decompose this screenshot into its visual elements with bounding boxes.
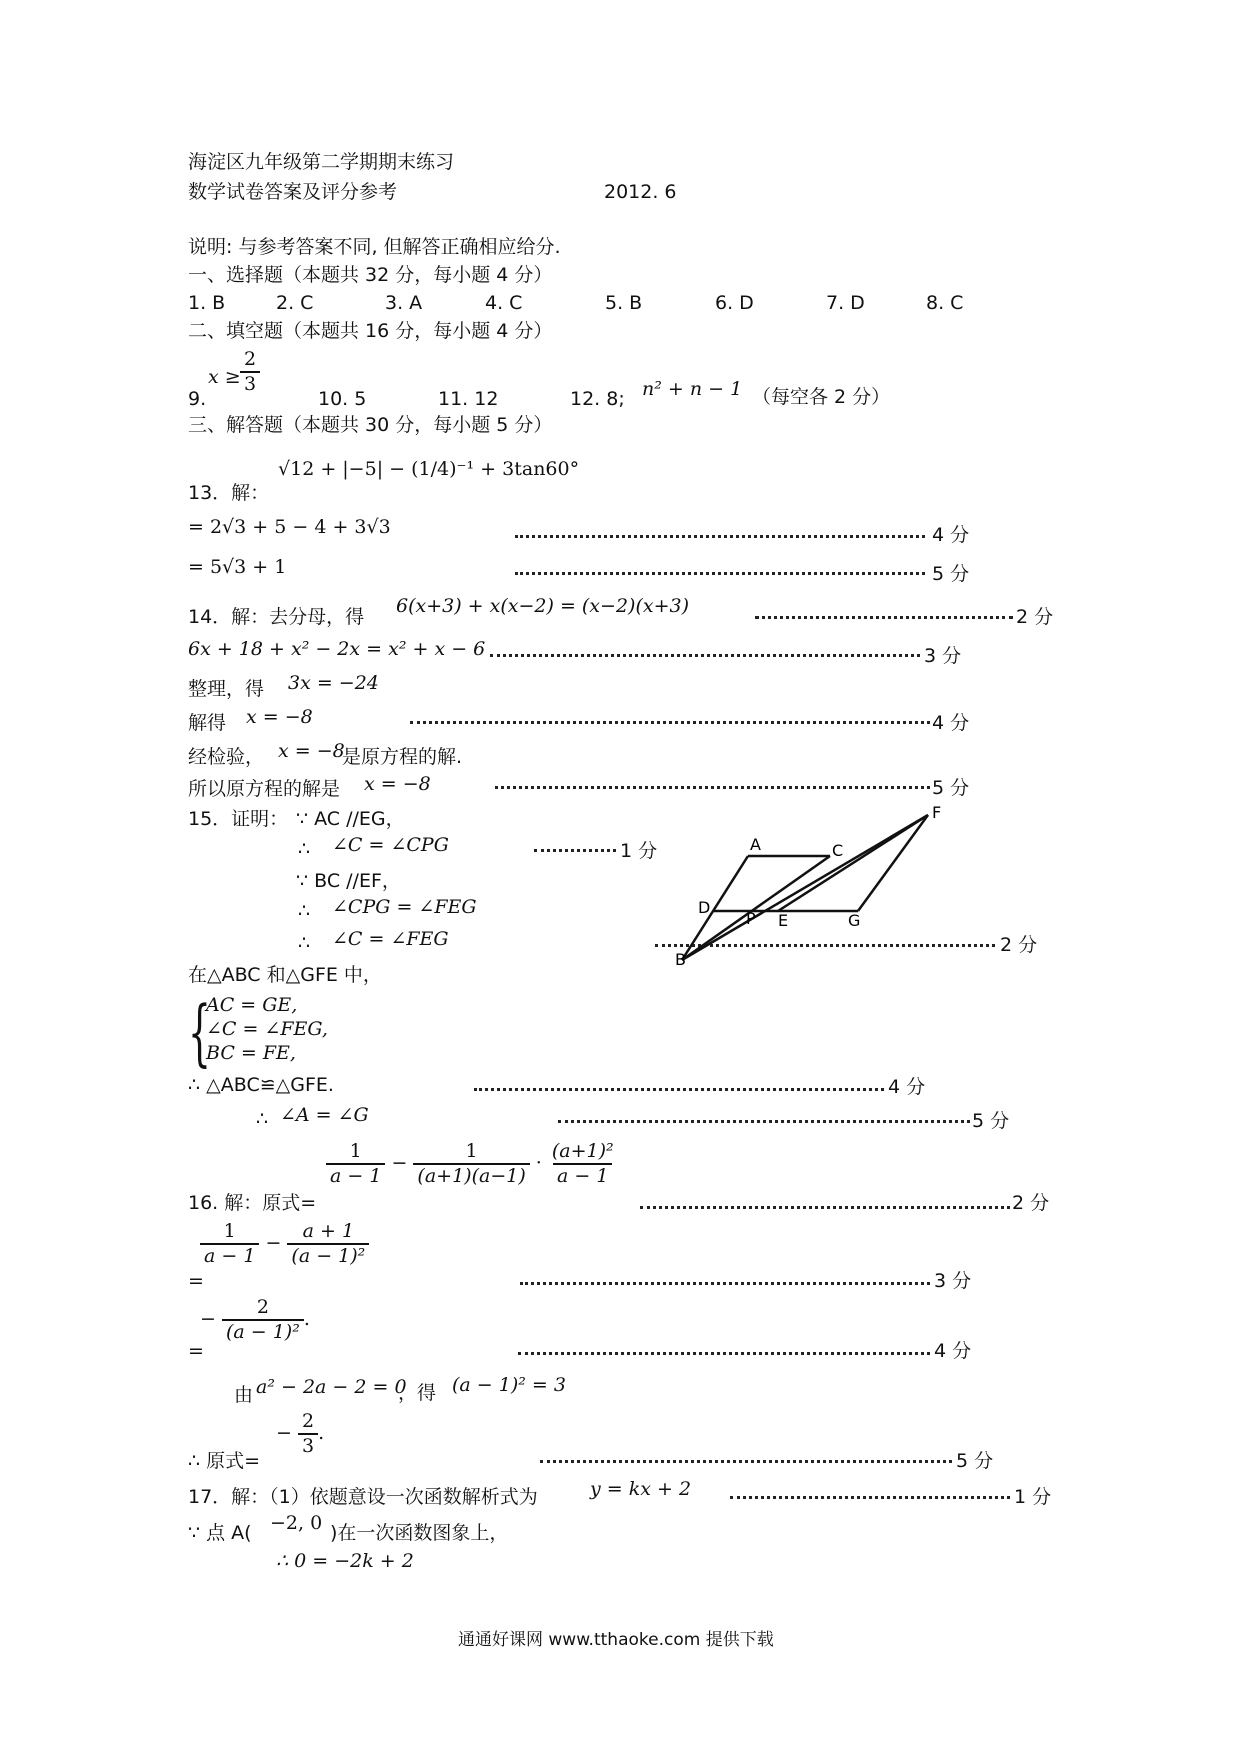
q17-line2-a: ∵ 点 A( (188, 1522, 252, 1544)
doc-date: 2012. 6 (604, 181, 677, 203)
point-label-d: D (698, 898, 711, 917)
point-label-b: B (675, 950, 686, 969)
q16-s3-score: 4 分 (934, 1340, 972, 1362)
therefore-2: ∴ (298, 900, 311, 922)
q17-line1: 17．解：（1）依题意设一次函数解析式为 (188, 1486, 538, 1508)
q14-simplify-label: 整理，得 (188, 678, 265, 700)
answer-1: 1. B (188, 292, 226, 314)
instruction-note: 说明: 与参考答案不同, 但解答正确相应给分. (188, 236, 561, 258)
q16-s1-leader (640, 1206, 1010, 1209)
q15-conclusion-leader (558, 1120, 970, 1123)
q16-r-den: 3 (298, 1433, 318, 1456)
eq-sign-1: = (188, 1270, 204, 1292)
q14-final-label: 所以原方程的解是 (188, 778, 341, 800)
point-label-e: E (778, 911, 789, 930)
q16-g1-num: 1 (223, 1220, 236, 1242)
q15-congr-score: 4 分 (888, 1076, 926, 1098)
q14-eq1-score: 2 分 (1016, 606, 1054, 628)
q15-line2-score: 1 分 (620, 840, 658, 862)
q16-label: 16. 解：原式= (188, 1192, 317, 1214)
q13-step1: = 2√3 + 5 − 4 + 3√3 (188, 516, 391, 538)
q16-s1-score: 2 分 (1012, 1192, 1050, 1214)
q17-eq1: y = kx + 2 (590, 1478, 692, 1500)
q15-sys-3: BC = FE, (206, 1042, 296, 1064)
q16-f2-den: (a+1)(a−1) (413, 1163, 529, 1186)
q15-conclusion-score: 5 分 (972, 1110, 1010, 1132)
q16-condition2: (a − 1)² = 3 (452, 1374, 566, 1396)
q15-line1: ∵ AC //EG， (296, 808, 405, 830)
section1-title: 一、选择题（本题共 32 分，每小题 4 分） (188, 264, 553, 286)
q17-line2-point: −2, 0 (270, 1512, 323, 1534)
q14-check-label: 经检验， (188, 746, 265, 768)
q9-label: 9. (188, 388, 207, 410)
q14-eq4-score: 4 分 (932, 712, 970, 734)
q17-eq1-leader (730, 1496, 1010, 1499)
therefore-1: ∴ (298, 838, 311, 860)
q14-eq2-leader (490, 654, 920, 657)
q9-fraction (240, 350, 260, 394)
q16-h-num: 2 (256, 1296, 269, 1318)
q16-f2-num: 1 (465, 1140, 478, 1162)
q14-eq1: 6(x+3) + x(x−2) = (x−2)(x+3) (396, 595, 689, 617)
q15-congruence: ∴ △ABC≌△GFE. (188, 1074, 334, 1096)
q17-line2-b: )在一次函数图象上， (330, 1522, 509, 1544)
answer-3: 3. A (385, 292, 423, 314)
page-footer: 通通好课网 www.tthaoke.com 提供下载 (458, 1630, 774, 1650)
q16-s4-leader (540, 1460, 952, 1463)
q13-label: 13．解： (188, 482, 270, 504)
q16-f3-num: (a+1)² (551, 1140, 614, 1162)
q13-step2: = 5√3 + 1 (188, 556, 287, 578)
q15-label: 15．证明： (188, 808, 289, 830)
q14-final-leader (495, 786, 930, 789)
q16-s2-leader (520, 1282, 930, 1285)
q16-original-expr: $\frac{1}{a - 1}$ − $\frac{1}{(a+1)(a-1)}$ · $\frac{\text{(a+1)²}}{a - 1}$ (326, 1142, 618, 1186)
q15-line2-leader (534, 849, 616, 852)
q14-eq1-leader (755, 616, 1013, 619)
q16-s2-score: 3 分 (934, 1270, 972, 1292)
q12-note: （每空各 2 分） (752, 386, 891, 408)
q16-f1-den: a − 1 (326, 1163, 385, 1186)
therefore-3: ∴ (298, 932, 311, 954)
q14-check-eq: x = −8 (278, 740, 345, 762)
q15-triangles: 在△ABC 和△GFE 中， (188, 964, 382, 986)
q12-label: 12. 8; (570, 388, 625, 410)
q15-sys-1: AC = GE, (206, 994, 298, 1016)
answer-2: 2. C (276, 292, 314, 314)
q14-final-eq: x = −8 (364, 773, 431, 795)
q13-step1-leader (515, 535, 925, 538)
section2-title: 二、填空题（本题共 16 分，每小题 4 分） (188, 320, 553, 342)
q11-answer: 11. 12 (438, 388, 499, 410)
q16-step3-expr: − $\frac{2}{\text{(a − 1)²}}$ . (200, 1296, 310, 1343)
geometry-figure (650, 800, 950, 970)
q14-label: 14．解：去分母，得 (188, 606, 365, 628)
q14-check-text: 是原方程的解. (342, 746, 463, 768)
doc-subtitle: 数学试卷答案及评分参考 (188, 181, 398, 203)
q15-sys-2: ∠C = ∠FEG, (206, 1018, 328, 1040)
q10-answer: 10. 5 (318, 388, 367, 410)
q9-den: 3 (240, 371, 260, 394)
answer-6: 6. D (715, 292, 754, 314)
eq-sign-2: = (188, 1340, 204, 1362)
q16-f3-den: a − 1 (553, 1163, 612, 1186)
q17-line3: ∴ 0 = −2k + 2 (276, 1550, 414, 1572)
answer-4: 4. C (485, 292, 523, 314)
q12-expr: n² + n − 1 (642, 378, 743, 400)
q16-result-value: − $\frac{2}{3}$ . (276, 1410, 325, 1457)
q14-final-score: 5 分 (932, 777, 970, 799)
q16-step2-expr: $\frac{1}{a - 1}$ − $\frac{a + 1}{\text{(a − 1)²}}$ (200, 1222, 369, 1266)
q15-line2: ∠C = ∠CPG (332, 834, 449, 856)
q15-line4: ∠CPG = ∠FEG (332, 896, 477, 918)
q15-line5: ∠C = ∠FEG (332, 928, 449, 950)
q15-conclusion: ∠A = ∠G (280, 1104, 369, 1126)
q16-get-label: ，得 (398, 1382, 437, 1404)
q16-g2-den: (a − 1)² (287, 1243, 369, 1266)
q14-eq4-leader (410, 721, 930, 724)
q16-s3-leader (518, 1352, 930, 1355)
q13-step1-score: 4 分 (932, 524, 970, 546)
doc-title: 海淀区九年级第二学期期末练习 (188, 151, 455, 173)
q16-result-label: ∴ 原式= (188, 1450, 261, 1472)
answer-7: 7. D (826, 292, 865, 314)
q14-eq2-score: 3 分 (924, 645, 962, 667)
q16-condition: a² − 2a − 2 = 0 (256, 1376, 407, 1398)
point-label-c: C (832, 841, 844, 860)
point-label-f: F (932, 803, 942, 822)
q17-score1: 1 分 (1014, 1486, 1052, 1508)
q14-eq3: 3x = −24 (288, 672, 379, 694)
point-label-p: P (746, 909, 756, 928)
q16-h-den: (a − 1)² (222, 1319, 304, 1342)
q13-step2-score: 5 分 (932, 563, 970, 585)
q16-g2-num: a + 1 (302, 1220, 355, 1242)
q13-step2-leader (515, 572, 925, 575)
q13-expression: √12 + |−5| − (1/4)⁻¹ + 3tan60° (278, 458, 580, 480)
q15-system-brace: { (188, 990, 211, 1074)
q16-r-num: 2 (301, 1410, 315, 1432)
q16-from-label: 由 (234, 1384, 254, 1406)
q16-s4-score: 5 分 (956, 1450, 994, 1472)
q14-solve-label: 解得 (188, 712, 227, 734)
q9-lhs: x ≥ (208, 366, 241, 388)
section3-title: 三、解答题（本题共 30 分，每小题 5 分） (188, 414, 553, 436)
therefore-4: ∴ (256, 1108, 269, 1130)
point-label-a: A (750, 835, 761, 854)
q15-congr-leader (474, 1088, 884, 1091)
answer-8: 8. C (926, 292, 964, 314)
q14-eq2: 6x + 18 + x² − 2x = x² + x − 6 (188, 638, 486, 660)
answer-5: 5. B (605, 292, 643, 314)
q15-line5-score: 2 分 (1000, 934, 1038, 956)
point-label-g: G (848, 911, 861, 930)
q16-g1-den: a − 1 (200, 1243, 259, 1266)
q15-line3: ∵ BC //EF， (296, 870, 401, 892)
q16-f1-num: 1 (349, 1140, 362, 1162)
q9-num: 2 (244, 348, 257, 370)
q14-eq4: x = −8 (246, 706, 313, 728)
